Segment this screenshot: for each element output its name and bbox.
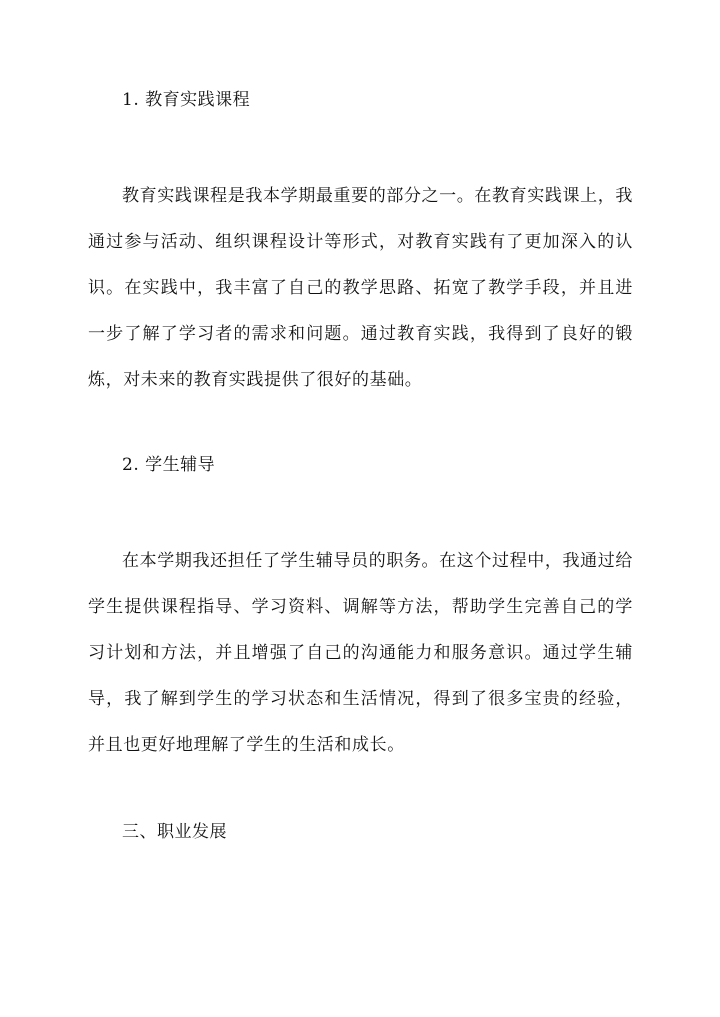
section-heading-student-counseling: 2. 学生辅导 (122, 455, 216, 475)
section-paragraph-student-counseling: 在本学期我还担任了学生辅导员的职务。在这个过程中，我通过给学生提供课程指导、学习资料、调解等方法，帮助学生完善自己的学习计划和方法，并且增强了自己的沟通能力和服务意识。通过学生辅导，我了解到学生的学习状态和生活情况，得到了很多宝贵的经验，并且也更好地理解了学生的生活和成长。 (88, 551, 633, 755)
section-heading-career-development: 三、职业发展 (122, 822, 227, 842)
section-heading-education-practice: 1. 教育实践课程 (122, 90, 251, 110)
section-paragraph-education-practice: 教育实践课程是我本学期最重要的部分之一。在教育实践课上，我通过参与活动、组织课程设计等形式，对教育实践有了更加深入的认识。在实践中，我丰富了自己的教学思路、拓宽了教学手段，并且进一步了解了学习者的需求和问题。通过教育实践，我得到了良好的锻炼，对未来的教育实践提供了很好的基础。 (88, 186, 633, 390)
